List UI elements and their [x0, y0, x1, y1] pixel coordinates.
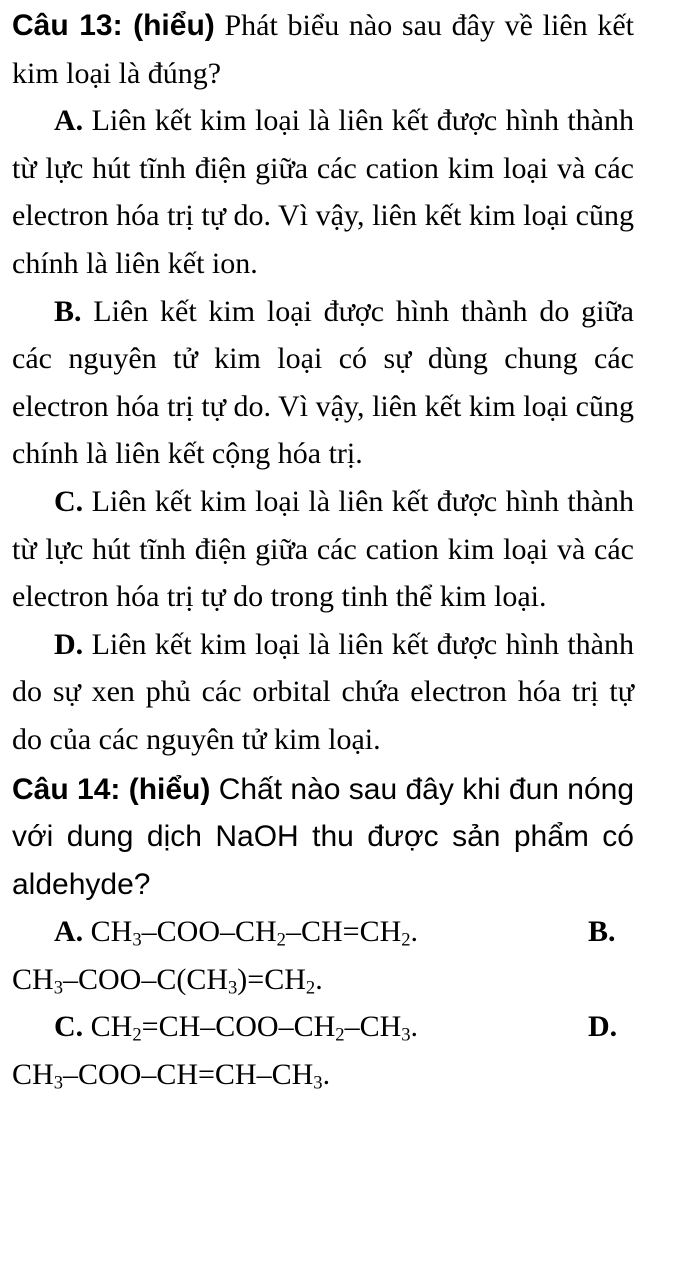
formula-option-b: $CH_3-COO-C(CH_3)=CH_2$. [12, 962, 323, 999]
question-13-option-d [12, 621, 634, 764]
option-text: Liên kết kim loại là liên kết được hình thành từ lực hút tĩnh điện giữa các cation kim loại và các electron hóa trị tự do. Vì vậy, liên kết kim loại cũng chính là liên kết ion. [12, 104, 634, 280]
question-14-heading: Câu 14: (hiểu) [12, 772, 211, 806]
question-14 [12, 766, 634, 909]
question-14-options-row-2 [12, 1003, 634, 1051]
option-label: B. [588, 915, 616, 949]
option-label: C. [54, 1010, 84, 1044]
option-text: Liên kết kim loại là liên kết được hình thành do sự xen phủ các orbital chứa electron hóa trị tự do của các nguyên tử kim loại. [12, 627, 634, 756]
option-label: D. [588, 1010, 618, 1044]
formula-option-d: $CH_3-COO-CH=CH-CH_3$. [12, 1058, 331, 1094]
question-14-text: Chất nào sau đây khi đun nóng với dung dịch NaOH thu được sản phẩm có aldehyde? [12, 772, 635, 901]
option-text: Liên kết kim loại là liên kết được hình thành từ lực hút tĩnh điện giữa các cation kim loại và các electron hóa trị tự do trong tinh thể kim loại. [12, 484, 634, 614]
question-13-option-c [12, 478, 634, 621]
option-label: A. [54, 104, 84, 138]
question-13-option-a [12, 97, 634, 287]
option-label: A. [54, 915, 84, 949]
question-13-heading: Câu 13: (hiểu) [12, 9, 215, 42]
question-13-text: Phát biểu nào sau đây về liên kết kim loại là đúng? [12, 9, 635, 90]
option-label: D. [54, 627, 84, 661]
formula-option-a: $CH_3-COO-CH_2-CH=CH_2$. [90, 915, 419, 951]
question-14-options-row-1 [12, 908, 634, 956]
formula-option-c: $CH_2=CH-COO-CH_2-CH_3$. [90, 1010, 419, 1047]
question-13 [12, 2, 634, 97]
question-13-option-b [12, 288, 634, 478]
option-label: B. [54, 294, 82, 328]
option-text: Liên kết kim loại được hình thành do giữa các nguyên tử kim loại có sự dùng chung các electron hóa trị tự do. Vì vậy, liên kết kim loại cũng chính là liên kết cộng hóa trị. [12, 294, 634, 471]
option-label: C. [54, 484, 84, 518]
